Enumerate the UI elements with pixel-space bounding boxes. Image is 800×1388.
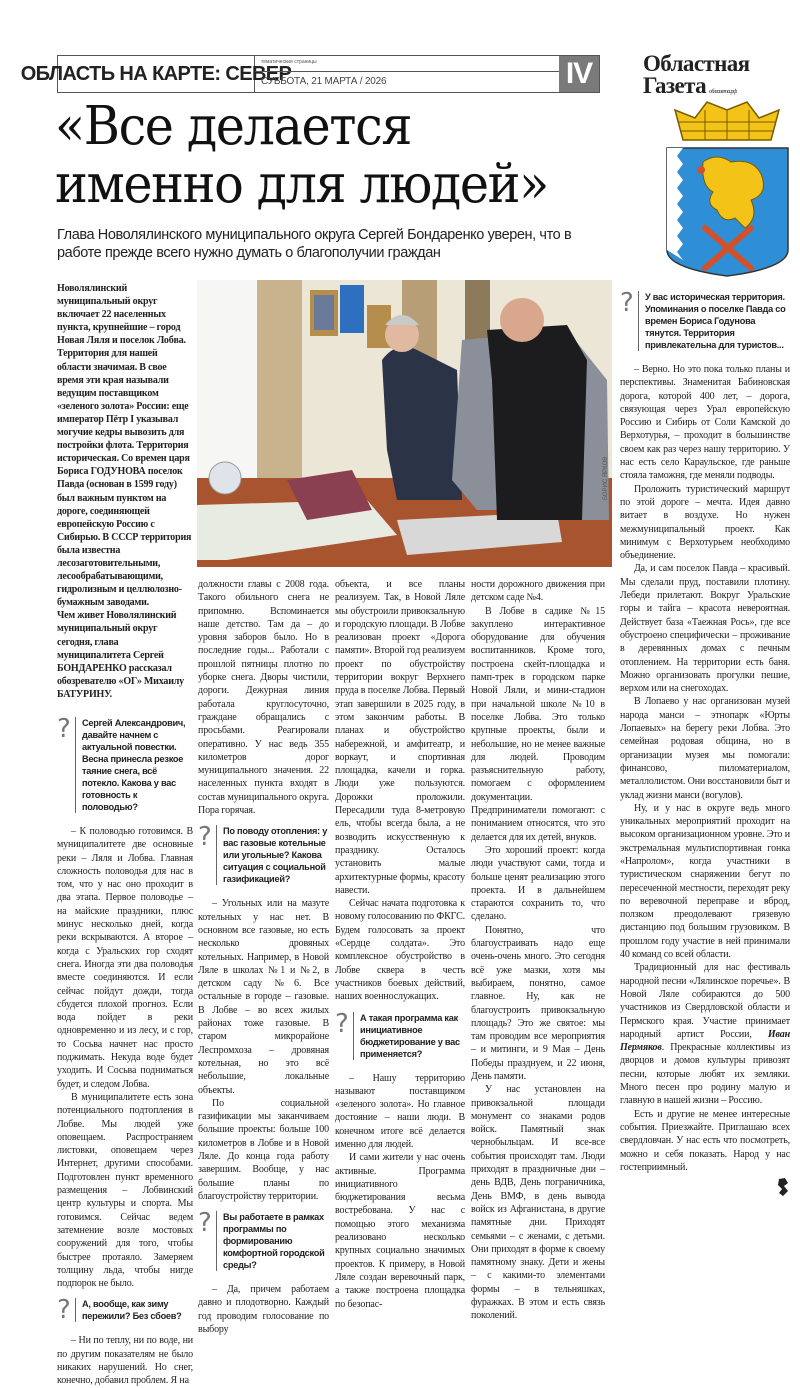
left-column: [57, 282, 193, 1388]
answer-paragraph: объекта, и все планы реализуем. Так, в Новой Ляле мы обустроили привокзальную и городскую площади. В Лобве реализован проект «Дорога памяти». Второй год реализуем проект по обустройству территории вокруг Верхнего пруда в поселке Лобва. Первый этап завершили в 2025 году, в этом закончим работы. В планах и обустройство набережной, и амфитеатр, и воркаут, и спортивная площадка, качели и горка. Люди уже пользуются. Дорожки проложили. Пересадили туда 8-метровую ель, чтобы всегда была, а не возводить искусственную к празднику. Осталось установить малые архитектурные формы, красоту навести.: [335, 579, 465, 896]
question-mark-icon: ?: [620, 288, 634, 318]
end-mark-row: [620, 1177, 790, 1197]
issue-meta: [255, 56, 559, 92]
section-header: [20, 55, 600, 93]
answer-paragraph: Понятно, что благоустраивать надо еще очень-очень много. Это сегодня всё уже мазки, хотя мы выбираем, понятно, самое главное. Ну, как не благоустроить привокзальную площадь? Это же святое: мы там проводим все мероприятия – и митинги, и 9 Мая – День Победы празднуем, и 22 июня, День памяти.: [471, 924, 605, 1082]
question-text: Сергей Александрович, давайте начнем с актуальной повестки. Весна принесла резкое таяние снега, всё потекло. Какова у вас готовность к половодью?: [75, 717, 193, 813]
interview-question: [198, 822, 329, 885]
interview-question: [57, 714, 193, 813]
person-name: Иван Пермяков: [620, 1028, 790, 1054]
article-column-1: [57, 709, 193, 1388]
answer-paragraph: – Верно. Но это пока только планы и перспективы. Знаменитая Бабиновская дорога, которой 400 лет, – дорога, связующая через Урал европейскую Россию и Сибирь от Соли Камской до Верхотурья, – проходит в большинстве своем как раз через нашу территорию. У нас есть село Караульское, где раньше стояла таможня, где меняли подводы.: [620, 364, 790, 482]
logo-site: облгазета.рф: [709, 89, 737, 95]
page-number: IV: [559, 56, 599, 92]
title-line2: именно для людей»: [55, 154, 548, 215]
article-column-3: [335, 578, 465, 1311]
answer-paragraph: Есть и другие не менее интересные события. Приезжайте. Приглашаю всех свердловчан. У нас есть что посмотреть, можно и себя показать. Народ у нас гостеприимный.: [620, 1108, 790, 1173]
paragraph-text: Традиционный для нас фестиваль народной песни «Лялинское поречье». В Новой Ляле собираются до 500 участников из Свердловской области и Пермского края. Участие принимает народный артист России,: [620, 962, 790, 1040]
newspaper-logo: [643, 53, 793, 103]
paragraph-text: . Прекрасные коллективы из дворцов и домов культуры привозят песни, которые любят их земляки. Много песен про родину малую и главную в нашей жизни – Россию.: [620, 1042, 790, 1107]
question-mark-icon: ?: [198, 1208, 212, 1239]
question-mark-icon: ?: [198, 822, 212, 853]
article-column-5: [620, 283, 790, 1174]
interview-question: [335, 1008, 465, 1060]
question-mark-icon: ?: [57, 714, 71, 744]
answer-paragraph: По социальной газификации мы заканчиваем большие проекты: больше 100 километров в Лобве и в Новой Ляле. До конца года работу завершим. Вообще, у нас большие планы по благоустройству территории.: [198, 1097, 329, 1202]
article-column-2: [198, 578, 329, 1336]
right-column: [620, 283, 790, 1197]
end-of-article-icon: [776, 1177, 790, 1197]
interview-question: [57, 1295, 193, 1326]
answer-paragraph: ности дорожного движения при детском саде №4.: [471, 579, 605, 604]
answer-paragraph: У нас установлен на привокзальной площади монумент со знаками родов войск. Памятный знак чернобыльцам. И все-все события происходят там. Люди приходят в праздничные дни – день ВДВ, День пограничника, День ВМФ, в день вывода войск из Афганистана, в другие памятные дни. Приходят семьями – с женами, с детьми. Они приходят в форме к своему памятному знаку. Дети и жены – с какими-то элементами формы – в тельняшках, фуражках. В этом и есть связь поколений.: [471, 1084, 605, 1322]
article-photo: [197, 280, 612, 567]
answer-paragraph: Это хороший проект: когда люди участвуют сами, тогда и больше ценят реализацию этого проекта. И в дальнейшем стараются сохранить то, что сделано.: [471, 844, 605, 923]
section-label: тематические страницы: [255, 56, 559, 72]
logo-line2: Газета: [643, 73, 707, 98]
answer-paragraph: должности главы с 2008 года. Такого обильного снега не припомню. Вспоминается наше детство. Там да – до уровня заборов было. Но в последние годы... Работали с прошлой пятницы плотно по уборке снега. Дворы чистили, дороги. Дежурная линия работала круглосуточно, граждане обращались с просьбами. Реагировали оперативно. У нас ведь 355 километров дорог муниципального значения. 22 населенных пункта входят в состав муниципального округа. Пора горячая.: [198, 579, 329, 817]
lead-text: Новолялинский муниципальный округ включает 22 населенных пункта, крупнейшие – город Новая Ляля и поселок Лобва. Территория для нашей области значимая. В свое время эти края называли ведущим поставщиком «зеленого золота» России: еще император Пётр I указывал могучие кедры вывозить для постройки флота. Территория историческая. Со времен царя Бориса ГОДУНОВА поселок Павда (основан в 1599 году) был важным пунктом на дороге, соединяющей европейскую Россию с Сибирью. В СССР территория была известна лесозаготовительными, лесообрабатывающими, гидролизным и целлюлозно-бумажным заводами.: [57, 283, 192, 609]
interview-question: [198, 1208, 329, 1271]
article-title: [55, 98, 613, 214]
answer-paragraph: В Лопаево у нас организован музей народа манси – этнопарк «Юрты Лопаевых» на берегу реки Лобва. Это семейная родовая община, но в организации музея мы помогали: финансово, пиломатериалом, металлолистом. Они восстановили быт и уклад жизни манси (вогулов).: [620, 696, 790, 801]
answer-paragraph: – Угольных или на мазуте котельных у нас нет. В основном все газовые, но есть несколько дровяных котельных. Например, в Новой Ляле в школах №1 и №2, в детском саду №6. Все остальные в городе – газовые. В Лобве – во всех жилых районах тоже газовые. В старом микрорайоне Леспромхоза – дровяная котельная, но это всё небольшие, локальные объекты.: [198, 898, 329, 1096]
article-lead: [57, 282, 193, 701]
question-text: У вас историческая территория. Упоминания о поселке Павда со времен Бориса Годунова тянутся. Территория привлекательна для туристов...: [638, 291, 790, 351]
answer-paragraph: – К половодью готовимся. В муниципалитете две основные реки – Ляля и Лобва. Главная сложность половодья для нас в том, что у нас оно проходит в два этапа. Первое половодье – на майские праздники, плюс минус несколько дней, когда реки вскрываются. А второе – когда с Уральских гор сходят снега. Иногда эти два половодья вместе соединяются. И если сейчас пойдут дожди, тогда сбудется плохой прогноз. Если вода пойдет в реки одновременно и из лесу, и с гор, то Сосьва начнет нас просто поджимать. Некуда воде будет уходить. И Сосьва подниматься будет, и следом Лобва.: [57, 826, 193, 1090]
article-column-4: [471, 578, 605, 1323]
answer-paragraph: И сами жители у нас очень активные. Программа инициативного бюджетирования весьма востребована. У нас с помощью этого механизма реализовано несколько крупных социально значимых проектов. К примеру, в Новой Ляле создан веревочный парк, а также построена площадка по безопас-: [335, 1152, 465, 1310]
interview-question: [620, 288, 790, 351]
question-text: А, вообще, как зиму пережили? Без сбоев?: [75, 1298, 193, 1322]
coat-of-arms-icon: [665, 100, 790, 278]
question-mark-icon: ?: [57, 1295, 71, 1326]
photo-credit: БОРИС ЯРКОВ: [603, 456, 609, 500]
answer-paragraph: В Лобве в садике №15 закуплено интерактивное оборудование для обучения воспитанников. Кроме того, построена скейт-площадка и памп-трек в городском парке Новой Ляли, и мини-стадион при начальной школе №10 в поселке Лобва. Это только крупные проекты, были и небольшие, но не менее важные для людей. Проводим разъяснительную работу, помогаем с оформлением документации. Предприниматели помогают: с пониманием относятся, что это делается для их детей, внуков.: [471, 605, 605, 843]
article-subtitle: Глава Новолялинского муниципального округа Сергей Бондаренко уверен, что в работе прежде всего нужно думать о благополучии граждан: [57, 227, 572, 261]
answer-paragraph: Ну, и у нас в округе ведь много уникальных мероприятий проходит на высоком организационном уровне. Это и экстремальная мультиспортивная гонка «Напролом», когда участники в туристическом снаряжении бегут по пересеченной местности, переходят реку по веревочной переправе и вброд, ползком преодолевают грязевую дистанцию под большим грузовиком. В прошлом году участие в ней принимали 40 команд со всей области.: [620, 802, 790, 961]
answer-paragraph: – Нашу территорию называют поставщиком «зеленого золота». Но главное достояние – наши люди. В конечном итоге всё делается именно для людей.: [335, 1072, 465, 1150]
answer-paragraph: Да, и сам поселок Павда – красивый. Мы сделали пруд, поставили плотину. Лебеди прилетают. Вокруг Уральские горы и тайга – красота невероятная. Действует база «Таежная Рось», где все обустроено специфически – проживание в деревянных домах с печным отоплением. На территории есть баня. Можно организовать прогулки пешие, верхом или на снегоходах.: [620, 563, 790, 695]
answer-paragraph: – Ни по теплу, ни по воде, ни по другим показателям не было никаких нарушений. Но снег, конечно, добавил проблем. Я на: [57, 1335, 193, 1387]
answer-paragraph: [620, 961, 790, 1107]
lead-text-2: Чем живет Новолялинский муниципальный округ сегодня, глава муниципалитета Сергей БОНДАРЕНКО рассказал обозревателю «ОГ» Михаилу БАТУРИНУ.: [57, 610, 184, 700]
answer-paragraph: Проложить туристический маршрут по этой дороге – мечта. Идея давно витает в воздухе. Но нужен межмуниципальный проект. Как минимум с Верхотурьем необходимо объединение.: [620, 483, 790, 562]
question-text: Вы работаете в рамках программы по формированию комфортной городской среды?: [216, 1211, 329, 1271]
issue-date: СУББОТА, 21 МАРТА / 2026: [261, 76, 387, 87]
question-mark-icon: ?: [335, 1008, 349, 1039]
section-rubric: ОБЛАСТЬ НА КАРТЕ: СЕВЕР: [58, 56, 255, 92]
answer-paragraph: – Да, причем работаем давно и плодотворно. Каждый год проводим голосование по выбору: [198, 1284, 329, 1336]
answer-paragraph: В муниципалитете есть зона потенциального подтопления в Лобве. Мы людей уже оповещаем. Распространяем листовки, оповещаем через Интернет, другими способами. Подготовлен пункт временного размещения – Лобвинский центр культуры и спорта. Мы готовимся. Сейчас ведем затемнение возле мостовых сооружений для того, чтобы быстрее протаяло. Замеряем толщину льда, чтобы нигде подпорок не было.: [57, 1091, 193, 1290]
question-text: По поводу отопления: у вас газовые котельные или угольные? Какова ситуация с социальной газификацией?: [216, 825, 329, 885]
logo-line1: Областная: [643, 51, 750, 76]
answer-paragraph: Сейчас начата подготовка к новому голосованию по ФКГС. Будем голосовать за проект «Сердце солдата». Это комплексное обустройство в Лобве сквера в честь участников боевых действий, наших военнослужащих.: [335, 898, 465, 1003]
question-text: А такая программа как инициативное бюджетирование у вас применяется?: [353, 1012, 465, 1060]
title-line1: «Все делается: [55, 96, 412, 157]
